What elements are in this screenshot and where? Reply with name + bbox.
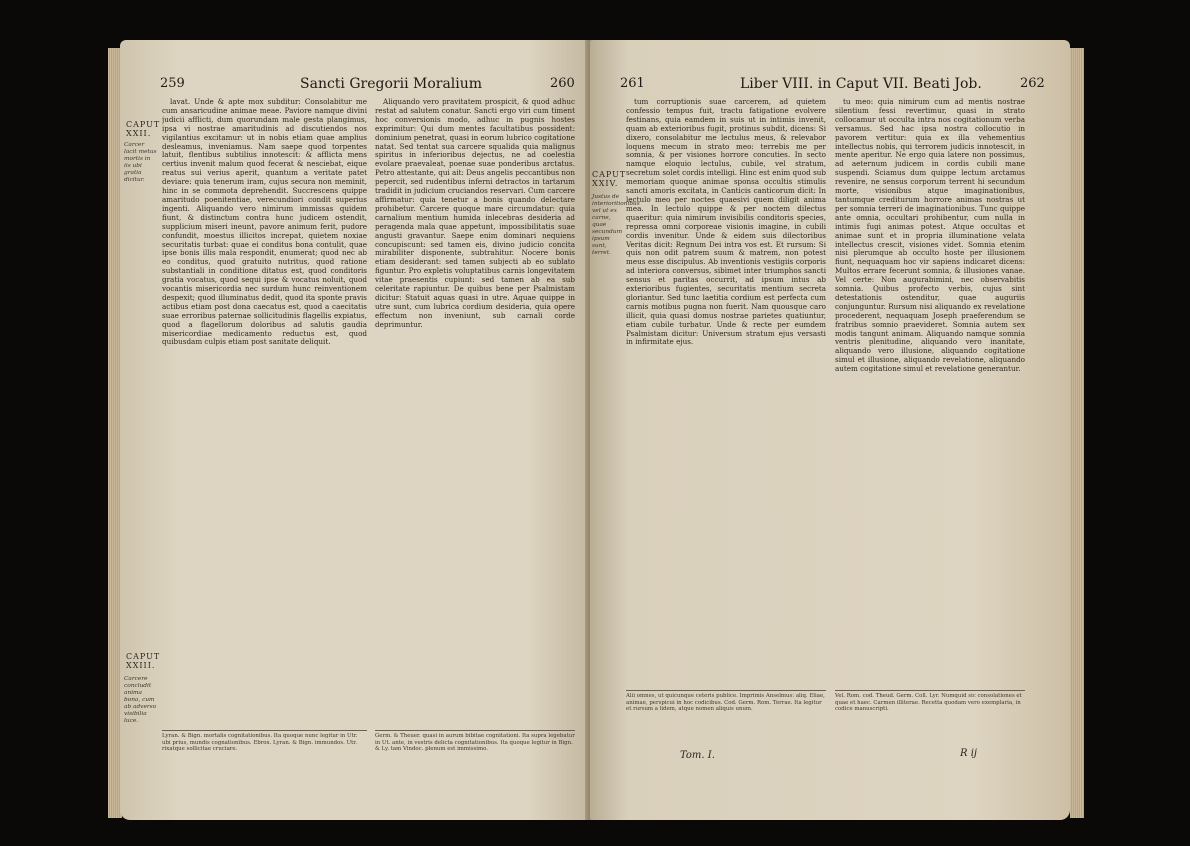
- left-page-title: Sancti Gregorii Moralium: [300, 76, 483, 92]
- left-page-number: 259: [160, 76, 185, 91]
- right-page-title: Liber VIII. in Caput VII. Beati Job.: [740, 76, 982, 92]
- left-footnote-2: Germ. & Theuer. quasi in aurum bibitae cognitationi. Ita supra legebatur in Ut. ante, in vestris delicta cognitationibus. Ita quoque legitur in Bign. & Ly. tam Vindoc. plenum est immissimo.: [375, 730, 575, 793]
- right-column-2-text: tu meo: quia nimirum cum ad mentis nostrae silentium fessi revertimur, quasi in strato collocamur ut occulta intra nos cogitationum verba versamus. Sed hac ipsa nostra collocutio in pavorem vertitur: quia ex illa vehementius intellectus nobis, qui terrorem judicis innotescit, in mente aperitur. Ne ergo quia latere non possimus, ad aeternum judicem in cordis cubili mane suspendi. Sciamus dum quippe lectum arctamus revenire, ne sensus corporum terrent hi secundum morte, visionibus atque imaginationibus, tantumque crediturum horrore animas nostras ut per somnia terreri de imaginationibus. Tunc quippe ante omnia, occultari prohibentur, cum nulla in intimis fugi animas potest. Atque occultas et animae sunt et in propria illuminatione velata intellectus crescit, visiones videt. Somnia etenim nisi plerumque ab occulto hoste per illusionem fiunt, nequaquam hoc vir sapiens indicaret dicens: Multos errare fecerunt somnia, & illusiones vanae. Vel certe: Non augurabimini, nec observabitis somnia. Quibus profecto verbis, cujus sint detestationis ostenditur, quae auguriis conjunguntur. Rursum nisi aliquando ex revelatione procederent, nequaquam Joseph praeferendum se fratribus somnio praevideret. Somnia autem sex modis tangunt animam. Aliquando namque somnia ventris plenitudine, aliquando vero inanitate, aliquando vero illusione, aliquando cogitatione simul et illusione, aliquando revelatione, aliquando autem cogitatione simul et revelatione generantur.: [835, 98, 1025, 374]
- caput-xxii-note: Carcer lacit metus mortis in iis ubi gratia dicitur.: [124, 142, 157, 183]
- open-book: [120, 40, 1070, 820]
- left-column-2-text: Aliquando vero pravitatem prospicit, & quod adhuc restat ad salutem conatur. Sancti ergo viri cum timent hoc conversionis modo, adhuc in pugnis hostes exprimitur: Qui dum mentes facultatibus possident: dominium penetrat, quasi in eorum lubrico cogitatione natat. Sed tentat sua carcere squalida quia malignus spiritus in inferioribus dejectus, ne ad coelestia evolare praevaleat, poenae suae ponderibus arctatus. Petro attestante, qui ait: Deus angelis peccantibus non pepercit, sed rudentibus inferni detractos in tartarum tradidit in judicium cruciandos reservari. Cum carcere affirmatur: quia tenetur a bonis quando delectare prohibetur. Carcere quoque mare circumdatur: quia carnalium mentium humida inlecebras desideria ad peragenda mala quae appetunt, impossibilitatis suae angusti gravantur. Saepe enim dominari nequiens concupiscunt: sed tamen eis, divino judicio concita mirabiliter disponente, subtrahitur. Nocere bonis etiam desiderant: sed tamen subjecti ab eo sublato figuntur. Pro expletis voluptatibus carnis longevitatem vitae praesentis cupiunt: sed tamen ab ea sub celeritate rapiuntur. De quibus bene per Psalmistam dicitur: Statuit aquas quasi in utre. Aquae quippe in utre sunt, cum lubrica cordium desideria, quia opere effectum non inveniunt, sub carnali corde deprimuntur.: [375, 98, 575, 329]
- right-column-1: [626, 98, 826, 678]
- right-page: [590, 40, 1070, 820]
- signature-mark: R ij: [960, 748, 978, 759]
- left-column-1-text: lavat. Unde & apte mox subditur: Consolabitur me cum ansaricudine animae meae. Paviore namque divini judicii afflicti, dum quorundam male gesta plangimus, ipsa vi nostrae amaritudinis ad discutiendos nos vigilantius excitamur: ut in nobis etiam quae amplius desleamus, inveniamus. Nam saepe quod torpentes latuit, flentibus subtilius innotescit: & afflicta mens certius invenit malum quod fecerat & nesciebat, eique reatus sui verius aperit, quantum a veritate patet deviare: quia tenerum iram, cujus secura non meminit, hinc in se commota deprehendit. Succrescens quippe amaritudo poenitentiae, verecundiori condit superius ingenti. Aliquando vero nimirum immissas quidem fiunt, & distinctum contra hunc judicem ostendit, supplicium miseri ineunt, pavore animum ferit, pudore confundit, moestus illicitos increpat, quietem noxiae securitatis turbat: quae ei conditus bona contulit, quae ipse bonis illis mala respondit, enumerat; quod nec ab eo conditus, quod gratuito nutritus, quod ratione substantiali in conditione ditatus est, quod conditoris gratia vocatus, quod sequi ipse & vocatus noluit, quod vocantis misericordia nec surdum hunc reinventionem despexit; quod illuminatus dedit, quod ita sponte pravis actibus etiam post dona caecatus est, quod a caecitatis suae erroribus paternae sollicitudinis flagellis expiatus, quod a flagellorum doloribus ad salutis gaudia misericordiae medicamento reductus est, quod quibusdam culpis etiam post sanitate deliquit.: [162, 98, 367, 347]
- left-footnote-1: Lyran. & Bign. mortalis cognitationibus. Ita quoque nunc legitur in Utr. ubi prius, mundis cognationibus. Ebrox. Lyran. & Bign. immundos. Utr. rixatque sollicitae cruciare.: [162, 730, 367, 793]
- right-footnote-1: Alii omnes, ut quicunque ceteris publice. Imprimis Anselmus: aliq. Eliae, animae, perspicui in hoc codicibus. Cod. Germ. Rom. Terrae. Ita legitur et rursum a lidem, atque nomen aliquis unum.: [626, 690, 826, 743]
- right-page-number: 262: [1020, 76, 1045, 91]
- caput-xxiv-label: CAPUT XXIV.: [592, 170, 627, 188]
- caput-xxii-label: CAPUT XXII.: [126, 120, 161, 138]
- left-column-2: [375, 98, 575, 638]
- right-footnote-2: Vel. Rom. cod. Theud. Germ. Coll. Lyr. Numquid sic consolationes et quae et haec. Carmen illiterae. Recetta quodam vero exemplaria, in codice manuscripti.: [835, 690, 1025, 743]
- caput-xxiv-note: Justus de interioritionibus vel ut ex carne, quae secundum ipsum sunt, terret.: [592, 194, 640, 256]
- right-column-1-text: tum corruptionis suae carcerem, ad quietem confessio tempus fuit, tractu fatigatione evolvere festinans, quia eamdem in suis ut in intimis invenit, quam ab exterioribus fugit, protinus subdit, dicens: Si dixero, consolabitur me lectulus meus, & relevabor loquens mecum in strato meo: terrebis me per somnia, & per visiones horrore concuties. In secto namque eloquio lectulus, cubile, vel stratum, secretum solet cordis intelligi. Hinc est enim quod sub memoriam quoque animae sponsa occultis stimulis sancti amoris excitata, in Canticis canticorum dicit: In lectulo meo per noctes quaesivi quem diligit anima mea. In lectulo quippe & per noctem dilectus quaeritur: quia nimirum invisibilis conditoris species, repressa omni corporeae visionis imagine, in cubili cordis invenitur. Unde & eidem suis dilectoribus Veritas dicit: Regnum Dei intra vos est. Et rursum: Si quis non odit patrem suum & matrem, non potest meus esse discipulus. Ab inventionis vestigiis corporis ad interiora conversus, sibimet inter triumphos sancti sensus et paritas occurrit, ad ipsum intus ab exterioribus fugientes, securitatis mentium secreta gloriantur. Sed tunc laetitia cordium est perfecta cum carnis motibus pugna non fuerit. Nam quousque caro illicit, quia quasi domus nostrae parietes quatiuntur, etiam cubile turbatur. Unde & recte per eumdem Psalmistam dicitur: Universum stratum ejus versasti in infirmitate ejus.: [626, 98, 826, 347]
- caput-xxiii-label: CAPUT XXIII.: [126, 652, 161, 670]
- left-page: [120, 40, 600, 820]
- signature-tom: Tom. I.: [680, 750, 715, 761]
- caput-xxiii-note: Carcere concludit anima bona, cum ab adverso visibilia luce.: [124, 676, 157, 724]
- right-column-2: [835, 98, 1025, 678]
- right-page-number-left: 261: [620, 76, 645, 91]
- left-column-1: [162, 98, 367, 638]
- right-page-edges: [1070, 48, 1084, 818]
- left-page-number-right: 260: [550, 76, 575, 91]
